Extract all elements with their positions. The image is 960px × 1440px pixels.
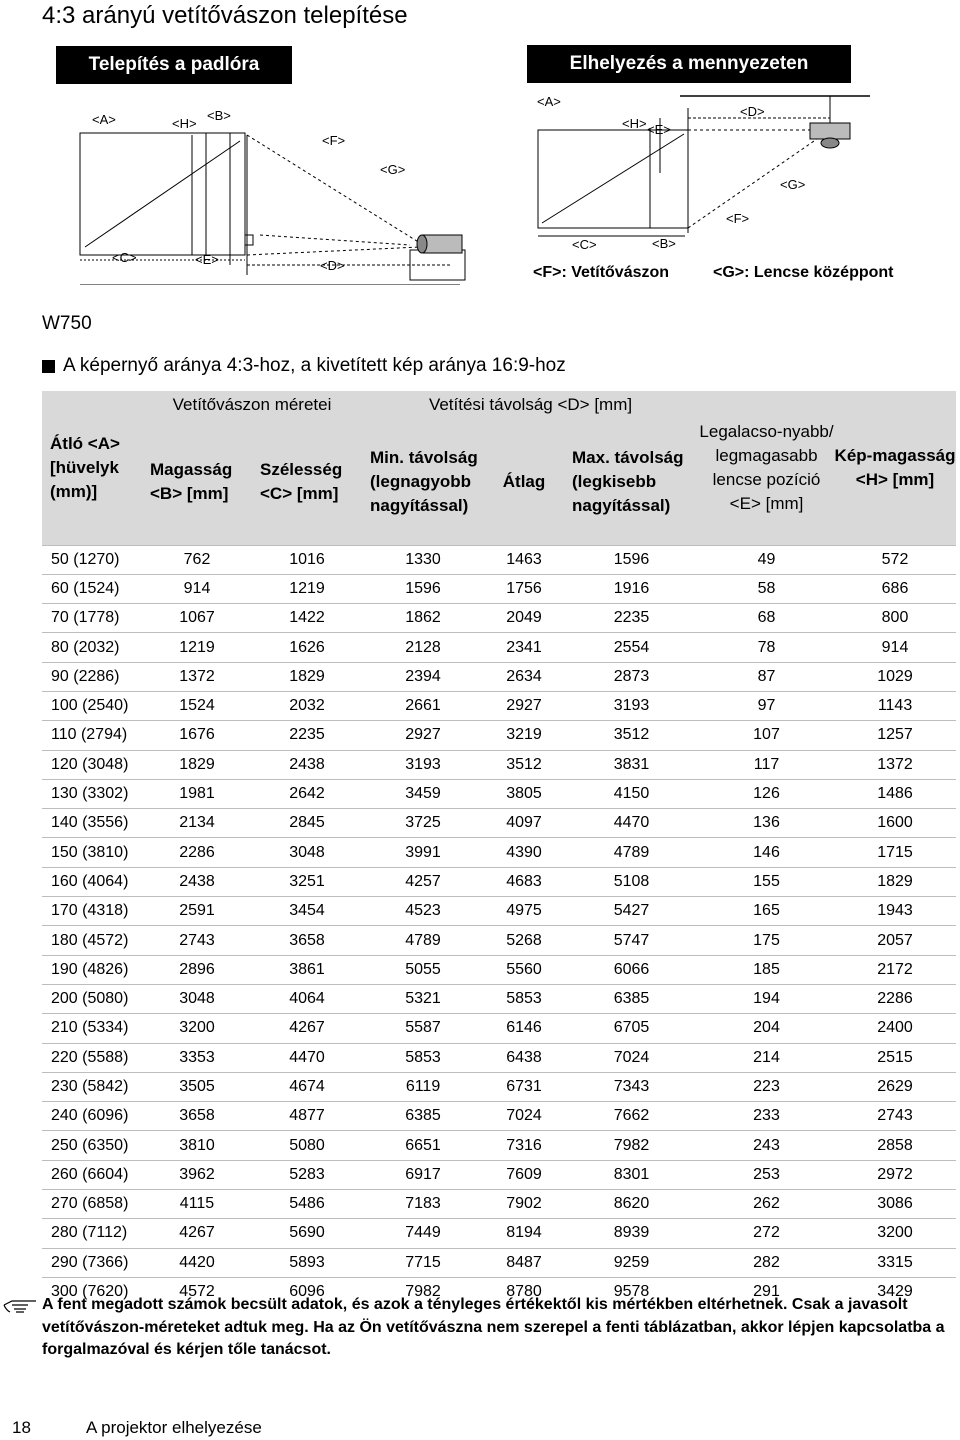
floor-install-banner: Telepítés a padlóra bbox=[56, 46, 292, 84]
model-name: W750 bbox=[42, 313, 92, 334]
table-cell: 3962 bbox=[142, 1160, 252, 1189]
table-cell: 3658 bbox=[252, 926, 362, 955]
label-g: <G> bbox=[380, 162, 406, 177]
table-cell: 1829 bbox=[252, 662, 362, 691]
table-cell: 117 bbox=[699, 750, 834, 779]
table-cell: 175 bbox=[699, 926, 834, 955]
pointing-hand-icon bbox=[2, 1293, 40, 1315]
table-cell: 120 (3048) bbox=[42, 750, 142, 779]
table-cell: 7449 bbox=[362, 1219, 484, 1248]
table-cell: 1829 bbox=[142, 750, 252, 779]
table-cell: 2591 bbox=[142, 897, 252, 926]
table-cell: 1626 bbox=[252, 633, 362, 662]
table-cell: 7183 bbox=[362, 1190, 484, 1219]
label-b: <B> bbox=[207, 108, 231, 123]
table-row bbox=[42, 691, 956, 720]
table-cell: 762 bbox=[142, 545, 252, 574]
aspect-ratio-heading bbox=[42, 355, 566, 377]
table-cell: 3810 bbox=[142, 1131, 252, 1160]
table-cell: 5560 bbox=[484, 955, 564, 984]
table-cell: 3200 bbox=[142, 1014, 252, 1043]
table-cell: 5055 bbox=[362, 955, 484, 984]
label-a: <A> bbox=[92, 112, 116, 127]
table-cell: 3459 bbox=[362, 779, 484, 808]
table-row bbox=[42, 1219, 956, 1248]
table-row bbox=[42, 1248, 956, 1277]
table-cell: 686 bbox=[834, 574, 956, 603]
table-row bbox=[42, 1190, 956, 1219]
table-cell: 1330 bbox=[362, 545, 484, 574]
table-cell: 7024 bbox=[484, 1102, 564, 1131]
aspect-ratio-text: A képernyő aránya 4:3-hoz, a kivetített kép aránya 16:9-hoz bbox=[63, 355, 566, 376]
table-cell: 3353 bbox=[142, 1043, 252, 1072]
table-row bbox=[42, 662, 956, 691]
table-cell: 3193 bbox=[362, 750, 484, 779]
table-cell: 6146 bbox=[484, 1014, 564, 1043]
table-cell: 4267 bbox=[142, 1219, 252, 1248]
label-d: <D> bbox=[320, 258, 345, 273]
label-e: <E> bbox=[647, 122, 671, 137]
header-average: Átlag bbox=[484, 419, 564, 545]
table-cell: 7024 bbox=[564, 1043, 699, 1072]
table-cell: 7982 bbox=[564, 1131, 699, 1160]
table-row bbox=[42, 955, 956, 984]
table-cell: 136 bbox=[699, 809, 834, 838]
table-cell: 150 (3810) bbox=[42, 838, 142, 867]
table-cell: 4789 bbox=[564, 838, 699, 867]
table-cell: 100 (2540) bbox=[42, 691, 142, 720]
table-cell: 78 bbox=[699, 633, 834, 662]
table-cell: 300 (7620) bbox=[42, 1277, 142, 1306]
table-cell: 5080 bbox=[252, 1131, 362, 1160]
table-row bbox=[42, 809, 956, 838]
table-row bbox=[42, 545, 956, 574]
table-cell: 7662 bbox=[564, 1102, 699, 1131]
table-row bbox=[42, 633, 956, 662]
table-cell: 4877 bbox=[252, 1102, 362, 1131]
table-cell: 3048 bbox=[142, 984, 252, 1013]
table-cell: 2845 bbox=[252, 809, 362, 838]
table-cell: 2873 bbox=[564, 662, 699, 691]
table-cell: 90 (2286) bbox=[42, 662, 142, 691]
table-cell: 1600 bbox=[834, 809, 956, 838]
table-cell: 240 (6096) bbox=[42, 1102, 142, 1131]
square-bullet-icon bbox=[42, 360, 55, 373]
table-cell: 233 bbox=[699, 1102, 834, 1131]
table-cell: 2394 bbox=[362, 662, 484, 691]
table-cell: 2661 bbox=[362, 691, 484, 720]
table-cell: 5853 bbox=[484, 984, 564, 1013]
table-cell: 214 bbox=[699, 1043, 834, 1072]
table-cell: 7609 bbox=[484, 1160, 564, 1189]
table-cell: 5108 bbox=[564, 867, 699, 896]
table-cell: 1143 bbox=[834, 691, 956, 720]
table-cell: 6119 bbox=[362, 1072, 484, 1101]
projection-distance-table bbox=[42, 391, 956, 1306]
table-cell: 4470 bbox=[564, 809, 699, 838]
table-cell: 280 (7112) bbox=[42, 1219, 142, 1248]
table-cell: 4150 bbox=[564, 779, 699, 808]
table-cell: 1219 bbox=[142, 633, 252, 662]
table-cell: 3831 bbox=[564, 750, 699, 779]
table-cell: 4789 bbox=[362, 926, 484, 955]
label-a: <A> bbox=[537, 94, 561, 109]
table-cell: 2927 bbox=[362, 721, 484, 750]
table-cell: 60 (1524) bbox=[42, 574, 142, 603]
label-f: <F> bbox=[726, 211, 750, 226]
table-cell: 3725 bbox=[362, 809, 484, 838]
table-cell: 7316 bbox=[484, 1131, 564, 1160]
table-cell: 1067 bbox=[142, 604, 252, 633]
table-cell: 190 (4826) bbox=[42, 955, 142, 984]
header-diagonal: Átló <A> [hüvelyk (mm)] bbox=[42, 391, 142, 545]
table-cell: 1372 bbox=[142, 662, 252, 691]
table-cell: 200 (5080) bbox=[42, 984, 142, 1013]
table-cell: 243 bbox=[699, 1131, 834, 1160]
table-row bbox=[42, 1160, 956, 1189]
label-f: <F> bbox=[322, 133, 346, 148]
table-cell: 3991 bbox=[362, 838, 484, 867]
table-cell: 290 (7366) bbox=[42, 1248, 142, 1277]
label-c: <C> bbox=[112, 250, 137, 265]
table-cell: 1422 bbox=[252, 604, 362, 633]
table-cell: 4975 bbox=[484, 897, 564, 926]
table-cell: 1862 bbox=[362, 604, 484, 633]
table-cell: 204 bbox=[699, 1014, 834, 1043]
table-cell: 5268 bbox=[484, 926, 564, 955]
label-h: <H> bbox=[172, 116, 197, 131]
table-cell: 2286 bbox=[142, 838, 252, 867]
table-cell: 2128 bbox=[362, 633, 484, 662]
table-cell: 230 (5842) bbox=[42, 1072, 142, 1101]
table-cell: 5893 bbox=[252, 1248, 362, 1277]
table-cell: 8780 bbox=[484, 1277, 564, 1306]
table-cell: 146 bbox=[699, 838, 834, 867]
table-cell: 6385 bbox=[362, 1102, 484, 1131]
table-cell: 6066 bbox=[564, 955, 699, 984]
table-cell: 1943 bbox=[834, 897, 956, 926]
table-cell: 914 bbox=[834, 633, 956, 662]
table-cell: 2515 bbox=[834, 1043, 956, 1072]
table-cell: 6651 bbox=[362, 1131, 484, 1160]
table-cell: 8194 bbox=[484, 1219, 564, 1248]
table-cell: 1524 bbox=[142, 691, 252, 720]
table-cell: 3861 bbox=[252, 955, 362, 984]
table-cell: 3048 bbox=[252, 838, 362, 867]
table-cell: 2743 bbox=[142, 926, 252, 955]
table-cell: 4674 bbox=[252, 1072, 362, 1101]
table-cell: 572 bbox=[834, 545, 956, 574]
table-cell: 914 bbox=[142, 574, 252, 603]
table-cell: 8620 bbox=[564, 1190, 699, 1219]
table-cell: 7715 bbox=[362, 1248, 484, 1277]
table-cell: 1372 bbox=[834, 750, 956, 779]
table-cell: 4267 bbox=[252, 1014, 362, 1043]
table-cell: 2629 bbox=[834, 1072, 956, 1101]
projector-icon bbox=[810, 123, 850, 148]
table-cell: 2235 bbox=[252, 721, 362, 750]
table-cell: 180 (4572) bbox=[42, 926, 142, 955]
page-title: 4:3 arányú vetítővászon telepítése bbox=[42, 2, 408, 29]
header-image-height: Kép-magasság <H> [mm] bbox=[834, 391, 956, 545]
table-cell: 2057 bbox=[834, 926, 956, 955]
table-cell: 5427 bbox=[564, 897, 699, 926]
table-cell: 2341 bbox=[484, 633, 564, 662]
table-cell: 185 bbox=[699, 955, 834, 984]
table-cell: 6731 bbox=[484, 1072, 564, 1101]
ceiling-install-banner: Elhelyezés a mennyezeten bbox=[527, 45, 851, 83]
table-cell: 4064 bbox=[252, 984, 362, 1013]
table-cell: 3505 bbox=[142, 1072, 252, 1101]
ceiling-installation-diagram bbox=[530, 88, 930, 258]
table-row bbox=[42, 897, 956, 926]
table-cell: 2896 bbox=[142, 955, 252, 984]
table-row bbox=[42, 604, 956, 633]
table-cell: 9578 bbox=[564, 1277, 699, 1306]
table-cell: 1016 bbox=[252, 545, 362, 574]
table-cell: 194 bbox=[699, 984, 834, 1013]
header-group-distance: Vetítési távolság <D> [mm] bbox=[362, 391, 699, 419]
table-cell: 5747 bbox=[564, 926, 699, 955]
table-cell: 2172 bbox=[834, 955, 956, 984]
table-cell: 3454 bbox=[252, 897, 362, 926]
table-cell: 130 (3302) bbox=[42, 779, 142, 808]
table-cell: 5321 bbox=[362, 984, 484, 1013]
table-cell: 1486 bbox=[834, 779, 956, 808]
header-min-distance: Min. távolság (legnagyobb nagyítással) bbox=[362, 419, 484, 545]
table-cell: 272 bbox=[699, 1219, 834, 1248]
label-d: <D> bbox=[740, 104, 765, 119]
legend-lens-center: <G>: Lencse középpont bbox=[713, 264, 894, 281]
table-cell: 87 bbox=[699, 662, 834, 691]
table-cell: 3086 bbox=[834, 1190, 956, 1219]
table-cell: 6705 bbox=[564, 1014, 699, 1043]
table-cell: 2438 bbox=[142, 867, 252, 896]
table-row bbox=[42, 867, 956, 896]
table-cell: 1029 bbox=[834, 662, 956, 691]
table-cell: 3193 bbox=[564, 691, 699, 720]
table-cell: 210 (5334) bbox=[42, 1014, 142, 1043]
table-cell: 1829 bbox=[834, 867, 956, 896]
table-cell: 68 bbox=[699, 604, 834, 633]
disclaimer-note: A fent megadott számok becsült adatok, és azok a tényleges értékektől kis mértékben eltérhetnek. Csak a javasolt vetítővászon-méreteket adtuk meg. Ha az Ön vetítővászna nem szerepel a fenti táblázatban, akkor lépjen kapcsolatba a forgalmazóval és kérjen tőle tanácsot. bbox=[42, 1296, 945, 1358]
table-row bbox=[42, 1072, 956, 1101]
table-cell: 170 (4318) bbox=[42, 897, 142, 926]
table-cell: 4390 bbox=[484, 838, 564, 867]
page-number: 18 bbox=[12, 1418, 31, 1437]
table-cell: 2049 bbox=[484, 604, 564, 633]
table-cell: 3251 bbox=[252, 867, 362, 896]
table-cell: 110 (2794) bbox=[42, 721, 142, 750]
table-cell: 58 bbox=[699, 574, 834, 603]
table-cell: 253 bbox=[699, 1160, 834, 1189]
header-height: Magasság <B> [mm] bbox=[142, 419, 252, 545]
table-row bbox=[42, 1014, 956, 1043]
table-cell: 2972 bbox=[834, 1160, 956, 1189]
table-cell: 5853 bbox=[362, 1043, 484, 1072]
table-cell: 250 (6350) bbox=[42, 1131, 142, 1160]
table-cell: 6385 bbox=[564, 984, 699, 1013]
table-cell: 3805 bbox=[484, 779, 564, 808]
table-cell: 4523 bbox=[362, 897, 484, 926]
table-cell: 3429 bbox=[834, 1277, 956, 1306]
table-cell: 6917 bbox=[362, 1160, 484, 1189]
table-cell: 70 (1778) bbox=[42, 604, 142, 633]
table-cell: 2438 bbox=[252, 750, 362, 779]
table-cell: 8487 bbox=[484, 1248, 564, 1277]
table-cell: 2634 bbox=[484, 662, 564, 691]
table-row bbox=[42, 750, 956, 779]
table-cell: 3219 bbox=[484, 721, 564, 750]
table-cell: 2927 bbox=[484, 691, 564, 720]
table-cell: 270 (6858) bbox=[42, 1190, 142, 1219]
table-cell: 220 (5588) bbox=[42, 1043, 142, 1072]
table-cell: 3200 bbox=[834, 1219, 956, 1248]
table-cell: 3315 bbox=[834, 1248, 956, 1277]
label-e: <E> bbox=[195, 252, 219, 267]
table-cell: 2134 bbox=[142, 809, 252, 838]
table-cell: 1981 bbox=[142, 779, 252, 808]
table-cell: 155 bbox=[699, 867, 834, 896]
table-cell: 291 bbox=[699, 1277, 834, 1306]
table-cell: 5690 bbox=[252, 1219, 362, 1248]
table-cell: 5283 bbox=[252, 1160, 362, 1189]
table-cell: 160 (4064) bbox=[42, 867, 142, 896]
table-cell: 4420 bbox=[142, 1248, 252, 1277]
table-cell: 50 (1270) bbox=[42, 545, 142, 574]
table-cell: 8301 bbox=[564, 1160, 699, 1189]
table-cell: 7982 bbox=[362, 1277, 484, 1306]
table-cell: 1916 bbox=[564, 574, 699, 603]
table-cell: 3512 bbox=[564, 721, 699, 750]
table-cell: 2858 bbox=[834, 1131, 956, 1160]
table-row bbox=[42, 1043, 956, 1072]
table-cell: 2642 bbox=[252, 779, 362, 808]
table-cell: 6096 bbox=[252, 1277, 362, 1306]
table-cell: 3658 bbox=[142, 1102, 252, 1131]
diagonal-line bbox=[542, 134, 684, 223]
table-cell: 2554 bbox=[564, 633, 699, 662]
table-cell: 4257 bbox=[362, 867, 484, 896]
diagonal-line bbox=[85, 141, 240, 247]
table-row bbox=[42, 574, 956, 603]
table-cell: 1596 bbox=[362, 574, 484, 603]
table-cell: 165 bbox=[699, 897, 834, 926]
label-h: <H> bbox=[622, 116, 647, 131]
table-cell: 2286 bbox=[834, 984, 956, 1013]
table-cell: 4470 bbox=[252, 1043, 362, 1072]
table-cell: 2400 bbox=[834, 1014, 956, 1043]
table-cell: 1676 bbox=[142, 721, 252, 750]
table-row bbox=[42, 838, 956, 867]
projector-icon bbox=[417, 235, 462, 253]
header-max-distance: Max. távolság (legkisebb nagyítással) bbox=[564, 419, 699, 545]
table-cell: 282 bbox=[699, 1248, 834, 1277]
table-row bbox=[42, 779, 956, 808]
table-row bbox=[42, 1131, 956, 1160]
table-row bbox=[42, 721, 956, 750]
table-cell: 8939 bbox=[564, 1219, 699, 1248]
legend-screen: <F>: Vetítővászon bbox=[533, 264, 670, 281]
label-g: <G> bbox=[780, 177, 806, 192]
header-width: Szélesség <C> [mm] bbox=[252, 419, 362, 545]
table-cell: 4097 bbox=[484, 809, 564, 838]
table-cell: 7343 bbox=[564, 1072, 699, 1101]
table-cell: 1756 bbox=[484, 574, 564, 603]
table-cell: 1596 bbox=[564, 545, 699, 574]
table-cell: 1715 bbox=[834, 838, 956, 867]
table-cell: 5587 bbox=[362, 1014, 484, 1043]
table-cell: 7902 bbox=[484, 1190, 564, 1219]
table-cell: 2743 bbox=[834, 1102, 956, 1131]
table-cell: 4572 bbox=[142, 1277, 252, 1306]
table-cell: 97 bbox=[699, 691, 834, 720]
table-cell: 800 bbox=[834, 604, 956, 633]
table-cell: 107 bbox=[699, 721, 834, 750]
table-cell: 4683 bbox=[484, 867, 564, 896]
footer-section: A projektor elhelyezése bbox=[86, 1418, 262, 1437]
table-cell: 1257 bbox=[834, 721, 956, 750]
table-cell: 1463 bbox=[484, 545, 564, 574]
header-lens-position: Legalacso-nyabb/ legmagasabb lencse pozíció <E> [mm] bbox=[699, 391, 834, 545]
table-cell: 2032 bbox=[252, 691, 362, 720]
table-cell: 1219 bbox=[252, 574, 362, 603]
table-cell: 126 bbox=[699, 779, 834, 808]
header-group-screen: Vetítővászon méretei bbox=[142, 391, 362, 419]
table-cell: 5486 bbox=[252, 1190, 362, 1219]
table-cell: 80 (2032) bbox=[42, 633, 142, 662]
table-cell: 9259 bbox=[564, 1248, 699, 1277]
table-cell: 262 bbox=[699, 1190, 834, 1219]
table-cell: 49 bbox=[699, 545, 834, 574]
table-cell: 6438 bbox=[484, 1043, 564, 1072]
table-row bbox=[42, 926, 956, 955]
table-cell: 3512 bbox=[484, 750, 564, 779]
table-cell: 4115 bbox=[142, 1190, 252, 1219]
table-cell: 140 (3556) bbox=[42, 809, 142, 838]
label-b: <B> bbox=[652, 236, 676, 251]
table-cell: 260 (6604) bbox=[42, 1160, 142, 1189]
table-cell: 223 bbox=[699, 1072, 834, 1101]
table-cell: 2235 bbox=[564, 604, 699, 633]
label-c: <C> bbox=[572, 237, 597, 252]
table-row bbox=[42, 1102, 956, 1131]
table-row bbox=[42, 984, 956, 1013]
